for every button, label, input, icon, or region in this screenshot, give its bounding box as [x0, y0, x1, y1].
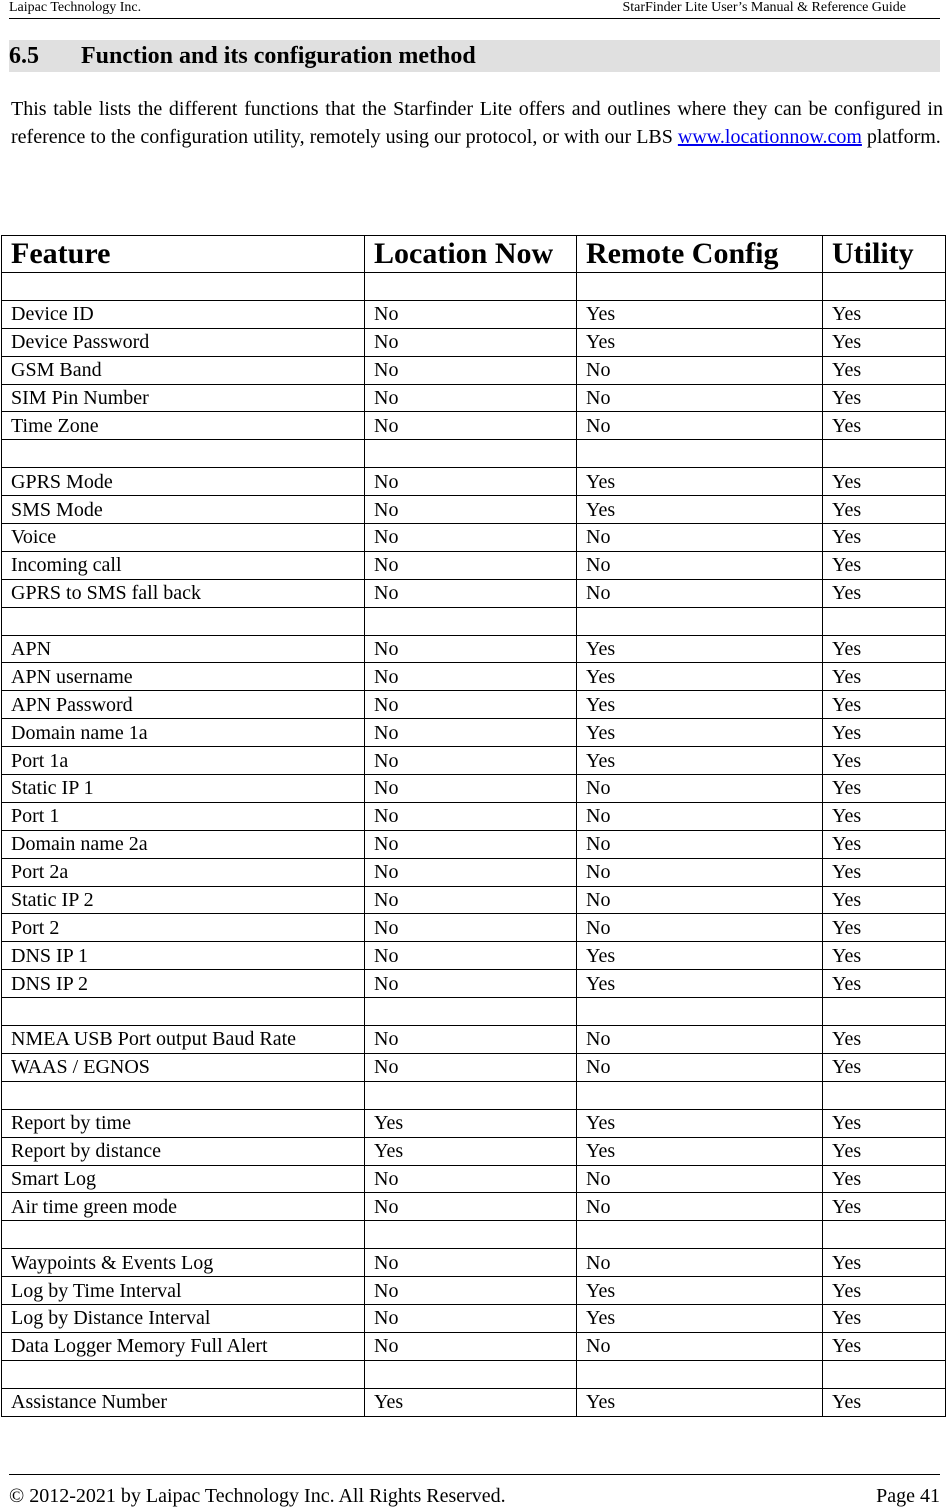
table-body	[2, 273, 946, 1417]
cell-utility: Yes	[823, 496, 946, 524]
cell-remote-config	[577, 1081, 823, 1109]
cell-location-now: No	[365, 691, 577, 719]
cell-utility: Yes	[823, 1053, 946, 1081]
cell-location-now: No	[365, 775, 577, 803]
table-row	[2, 970, 946, 998]
cell-utility: Yes	[823, 1332, 946, 1360]
cell-remote-config	[577, 1221, 823, 1249]
cell-location-now: No	[365, 328, 577, 356]
cell-location-now: No	[365, 468, 577, 496]
table-row	[2, 1388, 946, 1416]
cell-remote-config: No	[577, 1332, 823, 1360]
column-header-location-now: Location Now	[365, 236, 577, 273]
cell-feature: Incoming call	[2, 551, 365, 579]
footer-page-number: Page 41	[876, 1485, 940, 1507]
cell-remote-config: Yes	[577, 1137, 823, 1165]
cell-location-now: Yes	[365, 1109, 577, 1137]
cell-utility: Yes	[823, 1026, 946, 1054]
table-row	[2, 830, 946, 858]
cell-feature: Log by Distance Interval	[2, 1304, 365, 1332]
cell-feature: APN username	[2, 663, 365, 691]
table-row	[2, 496, 946, 524]
table-row	[2, 886, 946, 914]
cell-feature: Report by time	[2, 1109, 365, 1137]
cell-remote-config: Yes	[577, 747, 823, 775]
cell-remote-config: Yes	[577, 942, 823, 970]
cell-utility: Yes	[823, 1249, 946, 1277]
table-row	[2, 412, 946, 440]
cell-remote-config: No	[577, 775, 823, 803]
table-row	[2, 1137, 946, 1165]
cell-remote-config: Yes	[577, 1277, 823, 1305]
cell-remote-config	[577, 607, 823, 635]
page-header	[9, 0, 940, 19]
table-row	[2, 802, 946, 830]
cell-remote-config: Yes	[577, 300, 823, 328]
cell-feature	[2, 273, 365, 301]
table-row	[2, 747, 946, 775]
table-row	[2, 273, 946, 301]
cell-remote-config: No	[577, 579, 823, 607]
cell-location-now: No	[365, 496, 577, 524]
column-header-utility: Utility	[823, 236, 946, 273]
cell-location-now: No	[365, 1026, 577, 1054]
cell-remote-config: No	[577, 1053, 823, 1081]
table-row	[2, 1165, 946, 1193]
cell-remote-config: No	[577, 858, 823, 886]
table-row	[2, 663, 946, 691]
cell-utility: Yes	[823, 719, 946, 747]
cell-location-now	[365, 1081, 577, 1109]
cell-location-now: No	[365, 886, 577, 914]
cell-utility: Yes	[823, 300, 946, 328]
header-company: Laipac Technology Inc.	[9, 0, 142, 15]
cell-utility: Yes	[823, 356, 946, 384]
cell-feature: Static IP 1	[2, 775, 365, 803]
cell-location-now: No	[365, 719, 577, 747]
cell-feature: NMEA USB Port output Baud Rate	[2, 1026, 365, 1054]
cell-feature: Port 1a	[2, 747, 365, 775]
table-row	[2, 775, 946, 803]
table-row	[2, 328, 946, 356]
table-row	[2, 635, 946, 663]
cell-utility: Yes	[823, 412, 946, 440]
table-row	[2, 356, 946, 384]
cell-location-now	[365, 1221, 577, 1249]
cell-location-now	[365, 607, 577, 635]
cell-utility: Yes	[823, 1109, 946, 1137]
cell-feature	[2, 998, 365, 1026]
cell-feature: SMS Mode	[2, 496, 365, 524]
cell-remote-config: No	[577, 830, 823, 858]
cell-utility	[823, 1360, 946, 1388]
cell-remote-config	[577, 1360, 823, 1388]
cell-utility: Yes	[823, 524, 946, 552]
cell-utility: Yes	[823, 830, 946, 858]
cell-feature: Waypoints & Events Log	[2, 1249, 365, 1277]
cell-location-now: No	[365, 747, 577, 775]
cell-utility: Yes	[823, 802, 946, 830]
table-row	[2, 914, 946, 942]
table-row	[2, 691, 946, 719]
cell-utility	[823, 607, 946, 635]
table-row	[2, 1332, 946, 1360]
cell-remote-config: Yes	[577, 1388, 823, 1416]
cell-location-now: Yes	[365, 1388, 577, 1416]
cell-remote-config: Yes	[577, 635, 823, 663]
cell-remote-config: No	[577, 524, 823, 552]
table-row	[2, 579, 946, 607]
cell-feature: Port 2	[2, 914, 365, 942]
section-number: 6.5	[9, 43, 39, 69]
cell-location-now: No	[365, 942, 577, 970]
cell-feature: GPRS Mode	[2, 468, 365, 496]
table-row	[2, 942, 946, 970]
cell-feature: APN	[2, 635, 365, 663]
table-row	[2, 1193, 946, 1221]
cell-remote-config: No	[577, 1193, 823, 1221]
cell-utility	[823, 273, 946, 301]
table-row	[2, 1026, 946, 1054]
cell-remote-config: Yes	[577, 468, 823, 496]
table-row	[2, 468, 946, 496]
cell-location-now	[365, 998, 577, 1026]
cell-remote-config: No	[577, 551, 823, 579]
cell-feature: Assistance Number	[2, 1388, 365, 1416]
cell-feature: Domain name 1a	[2, 719, 365, 747]
cell-utility: Yes	[823, 384, 946, 412]
cell-utility: Yes	[823, 942, 946, 970]
cell-feature: DNS IP 1	[2, 942, 365, 970]
table-row	[2, 1053, 946, 1081]
table-row	[2, 524, 946, 552]
cell-utility: Yes	[823, 579, 946, 607]
cell-utility: Yes	[823, 775, 946, 803]
cell-location-now: No	[365, 412, 577, 440]
cell-location-now: No	[365, 830, 577, 858]
cell-remote-config: Yes	[577, 496, 823, 524]
table-header-row	[2, 236, 946, 273]
cell-feature: Static IP 2	[2, 886, 365, 914]
table-row	[2, 1081, 946, 1109]
cell-feature	[2, 1360, 365, 1388]
column-header-feature: Feature	[2, 236, 365, 273]
cell-location-now: No	[365, 356, 577, 384]
cell-utility: Yes	[823, 663, 946, 691]
cell-remote-config: Yes	[577, 691, 823, 719]
cell-location-now: No	[365, 551, 577, 579]
cell-feature: Time Zone	[2, 412, 365, 440]
cell-remote-config	[577, 998, 823, 1026]
column-header-remote-config: Remote Config	[577, 236, 823, 273]
cell-location-now: No	[365, 858, 577, 886]
table-row	[2, 607, 946, 635]
cell-remote-config: No	[577, 1165, 823, 1193]
cell-remote-config: No	[577, 914, 823, 942]
cell-utility: Yes	[823, 914, 946, 942]
cell-location-now: Yes	[365, 1137, 577, 1165]
cell-feature: WAAS / EGNOS	[2, 1053, 365, 1081]
cell-utility	[823, 1221, 946, 1249]
table-row	[2, 1109, 946, 1137]
locationnow-link[interactable]: www.locationnow.com	[677, 126, 862, 148]
cell-location-now: No	[365, 579, 577, 607]
table-row	[2, 1221, 946, 1249]
cell-feature: Device Password	[2, 328, 365, 356]
cell-feature: Port 2a	[2, 858, 365, 886]
cell-location-now: No	[365, 1249, 577, 1277]
cell-location-now: No	[365, 1277, 577, 1305]
cell-utility: Yes	[823, 635, 946, 663]
cell-remote-config: Yes	[577, 1304, 823, 1332]
cell-utility: Yes	[823, 468, 946, 496]
page-footer	[9, 1474, 940, 1507]
cell-remote-config: Yes	[577, 663, 823, 691]
cell-feature: Device ID	[2, 300, 365, 328]
cell-remote-config: No	[577, 1249, 823, 1277]
cell-feature	[2, 440, 365, 468]
cell-location-now: No	[365, 1053, 577, 1081]
cell-utility: Yes	[823, 1165, 946, 1193]
cell-location-now: No	[365, 300, 577, 328]
cell-utility: Yes	[823, 747, 946, 775]
table-row	[2, 1277, 946, 1305]
cell-location-now	[365, 273, 577, 301]
cell-utility	[823, 1081, 946, 1109]
table-row	[2, 998, 946, 1026]
cell-remote-config: Yes	[577, 328, 823, 356]
cell-location-now: No	[365, 524, 577, 552]
cell-location-now: No	[365, 1193, 577, 1221]
header-doc-title: StarFinder Lite User’s Manual & Reference Guide	[622, 0, 906, 15]
footer-copyright: © 2012-2021 by Laipac Technology Inc. All Rights Reserved.	[9, 1485, 506, 1507]
cell-feature: GPRS to SMS fall back	[2, 579, 365, 607]
section-heading	[9, 40, 940, 72]
table-row	[2, 384, 946, 412]
cell-utility: Yes	[823, 1304, 946, 1332]
cell-utility: Yes	[823, 1277, 946, 1305]
table-row	[2, 440, 946, 468]
intro-text-end: platform.	[861, 126, 941, 148]
section-title: Function and its configuration method	[81, 43, 476, 69]
cell-utility: Yes	[823, 328, 946, 356]
cell-location-now: No	[365, 635, 577, 663]
cell-feature	[2, 607, 365, 635]
cell-location-now: No	[365, 1304, 577, 1332]
cell-remote-config	[577, 273, 823, 301]
intro-paragraph	[11, 95, 943, 151]
cell-location-now	[365, 440, 577, 468]
table-row	[2, 1304, 946, 1332]
cell-feature: Log by Time Interval	[2, 1277, 365, 1305]
table-row	[2, 300, 946, 328]
cell-feature: Smart Log	[2, 1165, 365, 1193]
cell-remote-config: No	[577, 1026, 823, 1054]
cell-remote-config: No	[577, 802, 823, 830]
intro-text: This table lists the different functions that the Starfinder Lite offers and outlines where they can be configured in reference to the configuration utility, remotely using our protocol, or with our LBS	[11, 98, 943, 148]
cell-utility: Yes	[823, 1193, 946, 1221]
cell-location-now: No	[365, 914, 577, 942]
cell-utility: Yes	[823, 1137, 946, 1165]
cell-utility	[823, 440, 946, 468]
cell-feature: Report by distance	[2, 1137, 365, 1165]
table-row	[2, 1360, 946, 1388]
cell-remote-config	[577, 440, 823, 468]
cell-remote-config: Yes	[577, 970, 823, 998]
cell-location-now: No	[365, 1332, 577, 1360]
cell-location-now: No	[365, 1165, 577, 1193]
cell-utility: Yes	[823, 970, 946, 998]
cell-location-now: No	[365, 663, 577, 691]
cell-feature: GSM Band	[2, 356, 365, 384]
cell-location-now: No	[365, 802, 577, 830]
cell-utility: Yes	[823, 858, 946, 886]
cell-feature: Domain name 2a	[2, 830, 365, 858]
cell-location-now	[365, 1360, 577, 1388]
cell-feature: SIM Pin Number	[2, 384, 365, 412]
cell-feature: Data Logger Memory Full Alert	[2, 1332, 365, 1360]
table-row	[2, 551, 946, 579]
cell-feature: Voice	[2, 524, 365, 552]
cell-feature: Port 1	[2, 802, 365, 830]
cell-remote-config: No	[577, 886, 823, 914]
cell-location-now: No	[365, 970, 577, 998]
cell-utility	[823, 998, 946, 1026]
cell-location-now: No	[365, 384, 577, 412]
cell-feature	[2, 1081, 365, 1109]
cell-remote-config: No	[577, 412, 823, 440]
cell-remote-config: Yes	[577, 1109, 823, 1137]
cell-utility: Yes	[823, 691, 946, 719]
cell-utility: Yes	[823, 1388, 946, 1416]
cell-feature: Air time green mode	[2, 1193, 365, 1221]
table-row	[2, 858, 946, 886]
cell-remote-config: No	[577, 384, 823, 412]
cell-utility: Yes	[823, 886, 946, 914]
cell-utility: Yes	[823, 551, 946, 579]
table-row	[2, 719, 946, 747]
feature-config-table	[1, 235, 946, 1417]
cell-remote-config: Yes	[577, 719, 823, 747]
cell-feature	[2, 1221, 365, 1249]
cell-feature: DNS IP 2	[2, 970, 365, 998]
cell-feature: APN Password	[2, 691, 365, 719]
table-row	[2, 1249, 946, 1277]
cell-remote-config: No	[577, 356, 823, 384]
